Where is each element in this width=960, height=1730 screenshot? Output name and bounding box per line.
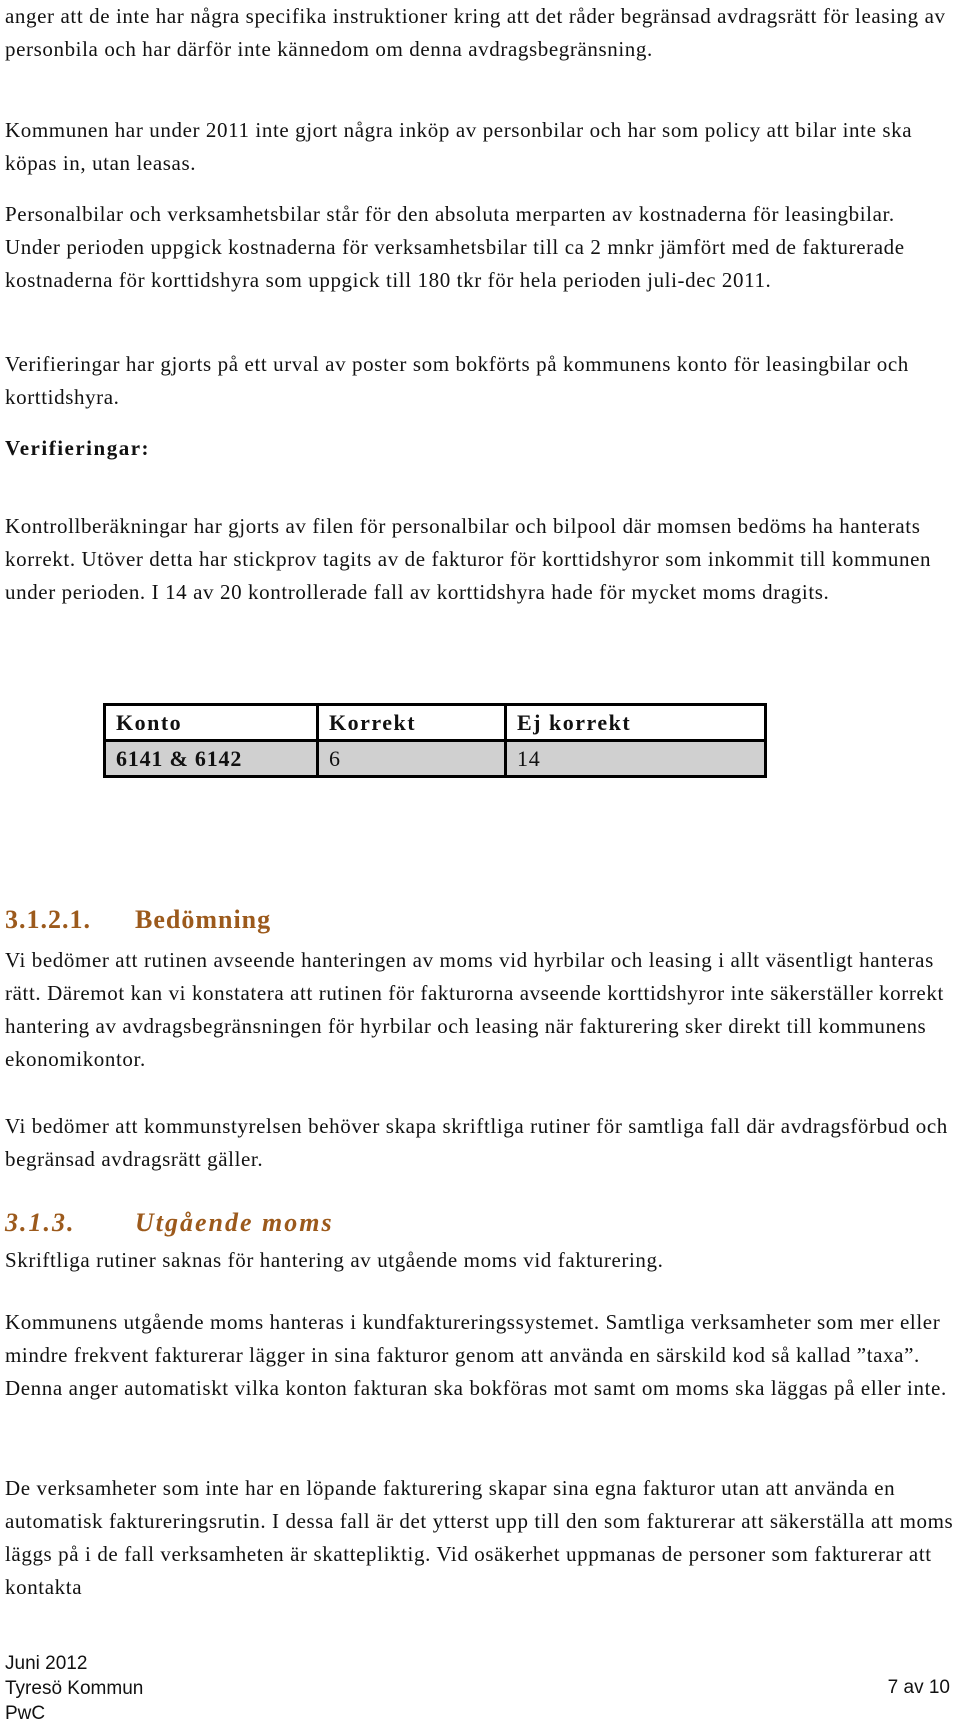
- table-cell: 6: [318, 741, 506, 777]
- section-number: 3.1.2.1.: [5, 905, 91, 934]
- verifications-heading: Verifieringar:: [5, 436, 151, 460]
- paragraph-continued: anger att de inte har några specifika instruktioner kring att det råder begränsad avdragsrätt för leasing av personbila och har därför inte kännedom om denna avdragsbegränsning.: [5, 4, 946, 61]
- footer-organization: Tyresö Kommun: [5, 1678, 144, 1699]
- paragraph-recommendation: Vi bedömer att kommunstyrelsen behöver skapa skriftliga rutiner för samtliga fall där avdragsförbud och begränsad avdragsrätt gäller.: [5, 1114, 948, 1171]
- results-table: [103, 703, 767, 778]
- paragraph-control-calculations: Kontrollberäkningar har gjorts av filen för personalbilar och bilpool där momsen bedöms ha hanterats korrekt. Utöver detta har stickprov tagits av de fakturor för korttidshyror som inkommit till kommunen under perioden. I 14 av 20 kontrollerade fall av korttidshyra hade för mycket moms dragits.: [5, 514, 932, 604]
- section-heading-assessment: [5, 905, 271, 935]
- footer-date: Juni 2012: [5, 1653, 88, 1674]
- footer-firm: PwC: [5, 1703, 46, 1724]
- table-header-cell: Ej korrekt: [506, 705, 766, 741]
- section-number: 3.1.3.: [5, 1208, 76, 1237]
- paragraph-invoicing-system: Kommunens utgående moms hanteras i kundfaktureringssystemet. Samtliga verksamheter som mer eller mindre frekvent fakturerar lägger in sina fakturor genom att använda en särskild kod så kallad ”taxa”. Denna anger automatiskt vilka konton fakturan ska bokföras mot samt om moms ska läggas på eller inte.: [5, 1310, 947, 1400]
- paragraph-manual-invoicing: De verksamheter som inte har en löpande fakturering skapar sina egna fakturor utan att använda en automatisk faktureringsrutin. I dessa fall är det ytterst upp till den som fakturerar att säkerställa att moms läggs på i de fall verksamheten är skattepliktig. Vid osäkerhet uppmanas de personer som fakturerar att kontakta: [5, 1476, 954, 1599]
- paragraph-costs: Personalbilar och verksamhetsbilar står för den absoluta merparten av kostnaderna för leasingbilar. Under perioden uppgick kostnaderna för verksamhetsbilar till ca 2 mnkr jämfört med de fakturerade kostnaderna för korttidshyra som uppgick till 180 tkr för hela perioden juli-dec 2011.: [5, 202, 905, 292]
- table-header-row: [105, 705, 766, 741]
- section-title: Bedömning: [135, 905, 272, 934]
- table-cell: 6141 & 6142: [105, 741, 318, 777]
- section-title: Utgående moms: [135, 1208, 334, 1237]
- paragraph-assessment: Vi bedömer att rutinen avseende hanteringen av moms vid hyrbilar och leasing i allt väsentligt hanteras rätt. Däremot kan vi konstatera att rutinen för fakturorna avseende korttidshyror inte säkerställer korrekt hantering av avdragsbegränsningen för hyrbilar och leasing när fakturering sker direkt till kommunens ekonomikontor.: [5, 948, 944, 1071]
- table-header-cell: Konto: [105, 705, 318, 741]
- paragraph-no-routines: Skriftliga rutiner saknas för hantering av utgående moms vid fakturering.: [5, 1248, 664, 1272]
- section-heading-output-vat: [5, 1208, 334, 1238]
- page-number: 7 av 10: [887, 1677, 950, 1698]
- paragraph-verifications-scope: Verifieringar har gjorts på ett urval av poster som bokförts på kommunens konto för leasingbilar och korttidshyra.: [5, 352, 909, 409]
- paragraph-purchases: Kommunen har under 2011 inte gjort några inköp av personbilar och har som policy att bilar inte ska köpas in, utan leasas.: [5, 118, 913, 175]
- table-row: [105, 741, 766, 777]
- table-header-cell: Korrekt: [318, 705, 506, 741]
- table-cell: 14: [506, 741, 766, 777]
